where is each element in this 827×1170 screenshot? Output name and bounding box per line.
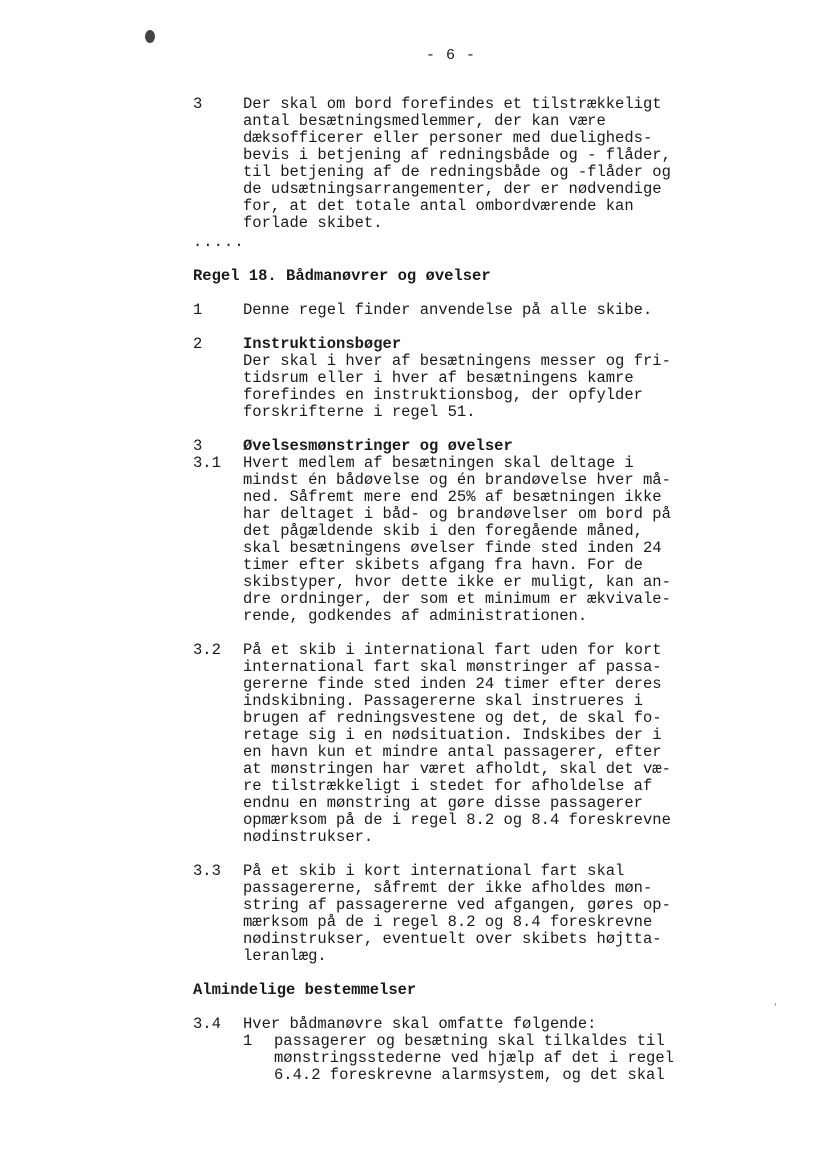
section-title: Øvelsesmønstringer og øvelser xyxy=(243,437,513,455)
text-line: Der skal om bord forefindes et tilstrækkeligt xyxy=(243,95,662,113)
general-provisions-heading: Almindelige bestemmelser xyxy=(193,981,417,999)
paragraph-number: 3.2 xyxy=(193,641,221,659)
text-line: de udsætningsarrangementer, der er nødvendige xyxy=(243,180,662,198)
paragraph-body xyxy=(243,302,713,319)
paragraph-3-3 xyxy=(193,863,713,965)
paragraph-3 xyxy=(193,96,713,232)
text-line: tidsrum eller i hver af besætningens kamre xyxy=(243,369,634,387)
paragraph-number: 2 xyxy=(193,335,203,353)
text-line: mønstringsstederne ved hjælp af det i regel xyxy=(274,1049,674,1067)
paragraph-body xyxy=(243,438,713,455)
paragraph-1 xyxy=(193,302,713,319)
text-line: leranlæg. xyxy=(243,947,327,965)
section-title: Instruktionsbøger xyxy=(243,335,402,353)
text-line: nødinstrukser. xyxy=(243,828,374,846)
paragraph-3-exercises xyxy=(193,438,713,455)
text-line: Hver bådmanøvre skal omfatte følgende: xyxy=(243,1015,597,1033)
paragraph-3-2 xyxy=(193,642,713,846)
sub-item-number: 1 xyxy=(243,1032,253,1050)
text-line: forefindes en instruktionsbog, der opfylder xyxy=(243,386,643,404)
paragraph-number: 3 xyxy=(193,95,203,113)
text-line: re tilstrækkeligt i stedet for afholdelse af xyxy=(243,777,653,795)
text-line: På et skib i international fart uden for kort xyxy=(243,641,662,659)
paragraph-number: 3 xyxy=(193,437,203,455)
text-line: indskibning. Passagererne skal instrueres i xyxy=(243,692,643,710)
text-line: skal besætningens øvelser finde sted inden 24 xyxy=(243,539,662,557)
text-line: dre ordninger, der som et minimum er ækvivale- xyxy=(243,590,671,608)
text-line: opmærksom på de i regel 8.2 og 8.4 foreskrevne xyxy=(243,811,671,829)
text-line: retage sig i en nødsituation. Indskibes der i xyxy=(243,726,662,744)
text-line: nødinstrukser, eventuelt over skibets højtta- xyxy=(243,930,662,948)
sub-item-body xyxy=(274,1033,713,1084)
paragraph-number: 3.4 xyxy=(193,1015,221,1033)
text-line: endnu en mønstring at gøre disse passagerer xyxy=(243,794,643,812)
paragraph-body xyxy=(243,455,713,625)
text-line: passagererne, såfremt der ikke afholdes møn- xyxy=(243,879,653,897)
paragraph-body xyxy=(243,863,713,965)
page-number: - 6 - xyxy=(426,47,477,64)
paragraph-2 xyxy=(193,336,713,421)
paragraph-number: 1 xyxy=(193,301,203,319)
text-line: timer efter skibets afgang fra havn. For de xyxy=(243,556,643,574)
text-line: passagerer og besætning skal tilkaldes til xyxy=(274,1032,665,1050)
text-line: string af passagererne ved afgangen, gøres op- xyxy=(243,896,671,914)
text-line: for, at det totale antal ombordværende kan xyxy=(243,197,634,215)
text-line: har deltaget i båd- og brandøvelser om bord på xyxy=(243,505,671,523)
text-line: at mønstringen har været afholdt, skal det væ- xyxy=(243,760,671,778)
punch-hole-mark xyxy=(145,30,155,43)
paragraph-body xyxy=(243,642,713,846)
text-line: brugen af redningsvestene og det, de skal fo- xyxy=(243,709,662,727)
paragraph-3-4 xyxy=(193,1016,713,1084)
text-line: gererne finde sted inden 24 timer efter deres xyxy=(243,675,662,693)
text-line: forlade skibet. xyxy=(243,214,383,232)
text-line: international fart skal mønstringer af passa- xyxy=(243,658,662,676)
text-line: antal besætningsmedlemmer, der kan være xyxy=(243,112,606,130)
rule-heading: Regel 18. Bådmanøvrer og øvelser xyxy=(193,267,491,285)
text-line: en havn kun et mindre antal passagerer, efter xyxy=(243,743,662,761)
paragraph-number: 3.1 xyxy=(193,454,221,472)
paragraph-body xyxy=(243,96,713,232)
text-line: mindst én bådøvelse og én brandøvelse hver må- xyxy=(243,471,671,489)
text-line: På et skib i kort international fart skal xyxy=(243,862,625,880)
text-line: ned. Såfremt mere end 25% af besætningen ikke xyxy=(243,488,662,506)
paragraph-3-1 xyxy=(193,455,713,625)
text-line: forskrifterne i regel 51. xyxy=(243,403,476,421)
ellipsis-dots: ..... xyxy=(193,233,245,251)
text-line: bevis i betjening af redningsbåde og - flåder, xyxy=(243,146,671,164)
paragraph-body xyxy=(243,1016,713,1084)
text-line: Denne regel finder anvendelse på alle skibe. xyxy=(243,301,653,319)
text-line: 6.4.2 foreskrevne alarmsystem, og det skal xyxy=(274,1066,665,1084)
sub-item-1 xyxy=(243,1033,713,1084)
text-line: mærksom på de i regel 8.2 og 8.4 foreskrevne xyxy=(243,913,653,931)
paragraph-number: 3.3 xyxy=(193,862,221,880)
paragraph-body xyxy=(243,336,713,421)
document-content xyxy=(193,96,713,1084)
margin-mark: ‘ xyxy=(773,1003,778,1012)
text-line: det pågældende skib i den foregående måned, xyxy=(243,522,643,540)
text-line: skibstyper, hvor dette ikke er muligt, kan an- xyxy=(243,573,671,591)
text-line: Hvert medlem af besætningen skal deltage i xyxy=(243,454,634,472)
text-line: Der skal i hver af besætningens messer og fri- xyxy=(243,352,671,370)
text-line: rende, godkendes af administrationen. xyxy=(243,607,588,625)
text-line: dæksofficerer eller personer med dueligheds- xyxy=(243,129,653,147)
text-line: til betjening af de redningsbåde og -flåder og xyxy=(243,163,671,181)
